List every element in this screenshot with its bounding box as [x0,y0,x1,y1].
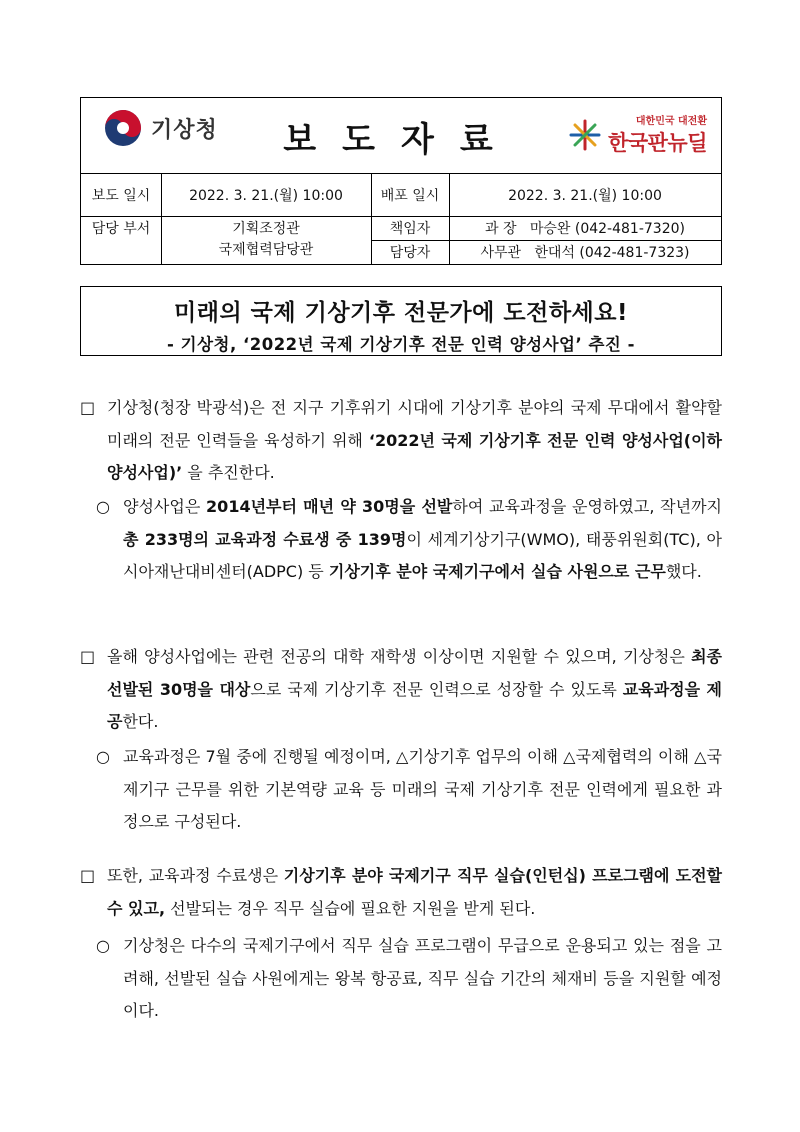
section-1 [80,392,722,490]
responsible-label: 책임자 [389,221,431,237]
new-deal-slogan: 대한민국 대전환 [635,116,707,127]
dept-line-2: 국제협력담당관 [218,242,314,258]
dept-label: 담당 부서 [91,221,151,237]
p2-emphasis: 교육과정을 제공 [107,679,722,731]
dist-date-label: 배포 일시 [380,188,440,204]
circle-bullet: ○ [96,747,110,766]
report-date-value: 2022. 3. 21.(월) 10:00 [189,188,343,204]
press-header [80,97,722,265]
responsible-value: 과 장 마승완 (042-481-7320) [485,221,685,237]
header-top-row [81,98,721,174]
s2-text: 교육과정은 7월 중에 진행될 예정이며, △기상기후 업무의 이해 △국제협력의 이해 △국제기구 근무를 위한 기본역량 교육 등 미래의 국제 기상기후 전문 인력에게 필요한 과정으로 구성된다. [123,747,722,831]
report-date-label: 보도 일시 [91,188,151,204]
s1-emphasis: 총 233명의 교육과정 수료생 중 139명 [123,529,407,549]
s3-text: 기상청은 다수의 국제기구에서 직무 실습 프로그램이 무급으로 운용되고 있는 점을 고려해, 선발된 실습 사원에게는 왕복 항공료, 직무 실습 기간의 체재비 등을 지원할 예정이다. [123,936,722,1020]
p3-emphasis: 기상기후 분야 국제기구 직무 실습(인턴십) 프로그램에 도전할 수 있고, [107,866,723,918]
s1-emphasis: 2014년부터 매년 약 30명을 선발 [206,497,453,516]
s1-text: 했다. [665,562,702,581]
dist-date-value: 2022. 3. 21.(월) 10:00 [508,188,662,204]
headline-box [80,286,722,356]
doc-type-title: 보도자료 [283,120,519,160]
square-bullet: □ [80,398,96,417]
circle-bullet: ○ [96,497,110,516]
subheadline: - 기상청, ‘2022년 국제 기상기후 전문 인력 양성사업’ 추진 - [167,335,635,354]
p2-emphasis: 최종 선발된 30명을 대상 [107,647,722,699]
p1-emphasis: ‘2022년 국제 기상기후 전문 인력 양성사업(이하 양성사업)’ [107,430,722,482]
korean-new-deal-logo [568,112,707,157]
s1-text: 이 세계기상기구(WMO), 태풍위원회(TC), 아시아재난대비센터(ADPC) 등 [123,529,722,581]
p3-text: 또한, 교육과정 수료생은 [107,866,284,885]
staff-value: 사무관 한대석 (042-481-7323) [480,245,690,261]
s1-text: 하여 교육과정을 운영하였고, 작년까지 [452,497,723,516]
new-deal-name: 한국판뉴딜 [608,131,707,155]
p1-text: 기상청(청장 박광석)은 전 지구 기후위기 시대에 기상기후 분야의 국제 무대에서 활약할 미래의 전문 인력들을 육성하기 위해 [107,398,722,450]
p2-text: 한다. [122,712,159,731]
p3-text: 선발되는 경우 직무 실습에 필요한 지원을 받게 된다. [165,898,536,918]
s1-text: 양성사업은 [123,497,207,516]
section-3 [80,860,722,925]
section-2 [80,641,722,739]
square-bullet: □ [80,866,96,885]
s1-emphasis: 기상기후 분야 국제기구에서 실습 사원으로 근무 [328,562,666,581]
staff-label: 담당자 [389,245,431,261]
new-deal-emblem-icon [568,118,602,152]
headline: 미래의 국제 기상기후 전문가에 도전하세요! [174,300,628,326]
circle-bullet: ○ [96,936,110,955]
square-bullet: □ [80,647,96,666]
p2-text: 으로 국제 기상기후 전문 인력으로 성장할 수 있도록 [250,679,623,699]
section-2-sub [96,741,722,839]
p1-text-end: 을 추진한다. [182,463,275,482]
kma-logo-text: 기상청 [151,117,218,143]
dept-line-1: 기획조정관 [232,221,300,237]
dept-value [161,216,371,264]
section-3-sub [96,930,722,1028]
p2-text: 올해 양성사업에는 관련 전공의 대학 재학생 이상이면 지원할 수 있으며, 기상청은 [107,647,692,666]
section-1-sub [96,491,722,589]
